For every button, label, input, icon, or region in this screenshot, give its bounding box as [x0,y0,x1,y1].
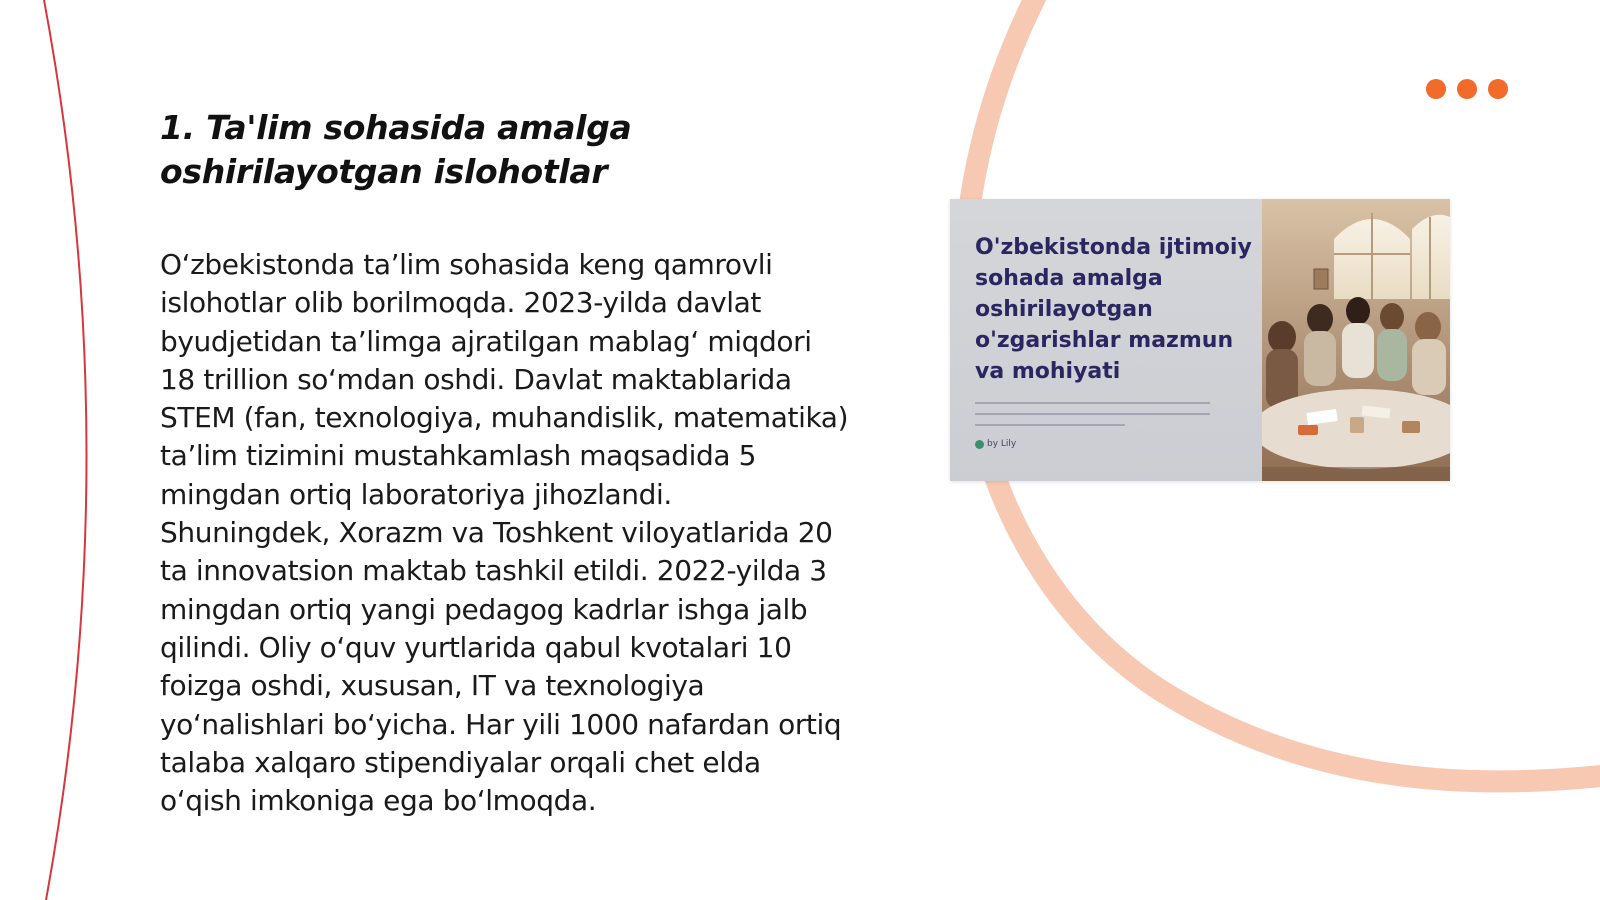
thumbnail-author [975,439,1016,449]
thumbnail-text-panel [950,199,1262,481]
slide-body-text: O‘zbekistonda ta’lim sohasida keng qamrovli islohotlar olib borilmoqda. 2023-yilda davlat byudjetidan ta’limga ajratilgan mablag‘ miqdori 18 trillion so‘mdan oshdi. Davlat maktablarida STEM (fan, texnologiya, muhandislik, matematika) ta’lim tizimini mustahkamlash maqsadida 5 mingdan ortiq laboratoriya jihozlandi. Shuningdek, Xorazm va Toshkent viloyatlarida 20 ta innovatsion maktab tashkil etildi. 2022-yilda 3 mingdan ortiq yangi pedagog kadrlar ishga jalb qilindi. Oliy o‘quv yurtlarida qabul kvotalari 10 foizga oshdi, xususan, IT va texnologiya yo‘nalishlari bo‘yicha. Har yili 1000 nafardan ortiq talaba xalqaro stipendiyalar orqali chet elda o‘qish imkoniga ega bo‘lmoqda. [160,248,849,818]
thumbnail-title: O'zbekistonda ijtimoiy sohada amalga oshirilayotgan o'zgarishlar mazmun va mohiyati [975,235,1252,384]
presentation-thumbnail[interactable] [950,199,1450,481]
thumbnail-author-label: by Lily [987,439,1017,449]
thumbnail-fine-text-line [975,413,1210,415]
dot [1457,79,1477,99]
thumbnail-fine-text-line [975,402,1210,404]
thumbnail-fine-text-line [975,424,1125,426]
dot [1426,79,1446,99]
dot [1488,79,1508,99]
author-avatar-icon [975,440,984,449]
classroom-photo-icon [1262,199,1450,481]
more-dots-icon[interactable] [1426,79,1508,99]
left-red-curve [44,0,87,900]
slide-title: 1. Ta'lim sohasida amalga oshirilayotgan islohotlar [160,108,632,191]
